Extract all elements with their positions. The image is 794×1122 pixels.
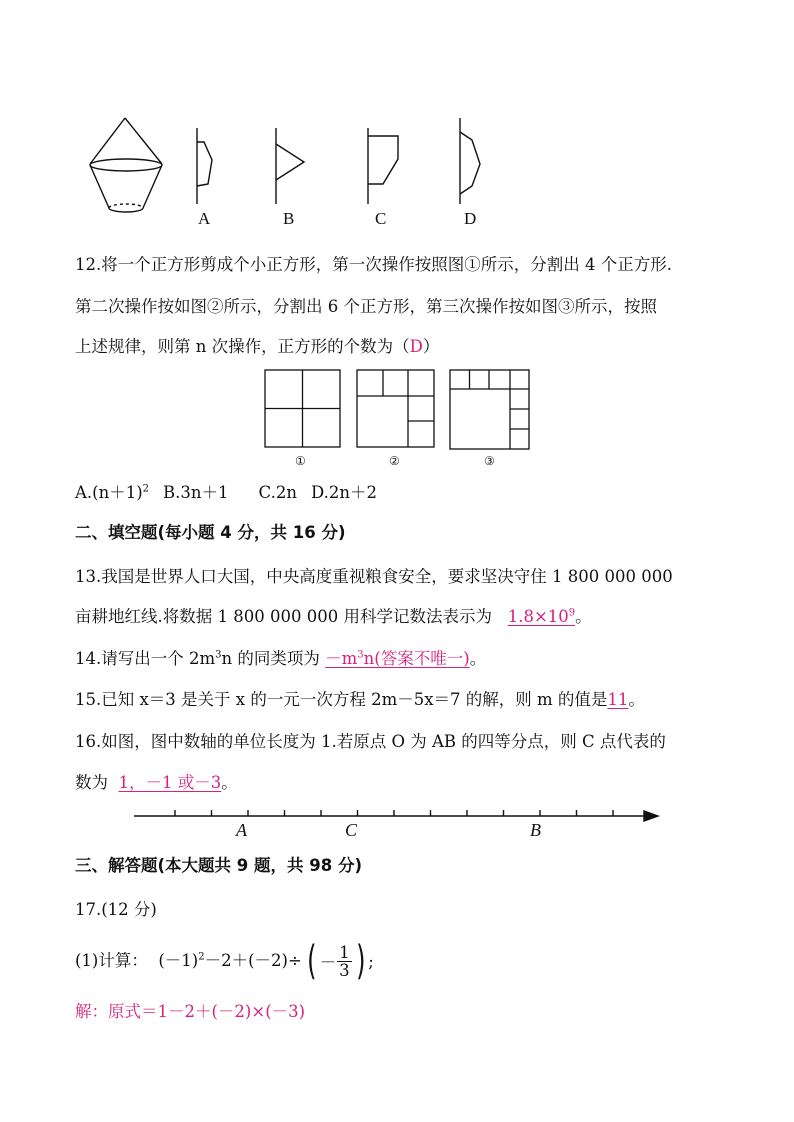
q14-line [75, 648, 486, 670]
section3-title: 三、解答题(本大题共 9 题，共 98 分) [75, 856, 363, 875]
axis-label-a: A [236, 820, 247, 840]
q11-figure [80, 112, 510, 232]
figure-2-squares [357, 370, 434, 447]
q13-answer-exponent: 9 [568, 607, 576, 619]
q14-answer-a: －m [325, 649, 358, 668]
option-c-view [368, 128, 398, 204]
q12-square-figures [262, 368, 534, 452]
choice-a [75, 483, 149, 502]
option-a-label: A [198, 209, 211, 228]
choice-c: C.2n [258, 483, 297, 502]
q16-line1: 16.如图，图中数轴的单位长度为 1.若原点 O 为 AB 的四等分点，则 C 点代表的 [75, 732, 666, 751]
q16-answer: 1，－1 或－3 [118, 773, 222, 792]
q17-part1 [75, 950, 302, 972]
q15-line [75, 689, 645, 711]
axis-label-c: C [345, 820, 358, 840]
section2-title: 二、填空题(每小题 4 分，共 16 分) [75, 523, 346, 542]
option-b-label: B [283, 209, 295, 228]
expr-end: ; [368, 951, 374, 971]
q14-end: 。 [469, 649, 487, 668]
q17-header: 17.(12 分) [75, 900, 157, 919]
figure-3-label: ③ [484, 454, 495, 468]
q14-answer-b: n(答案不唯一) [363, 649, 470, 668]
q13-answer-base: 1.8×10 [507, 607, 569, 626]
q14-answer [325, 649, 470, 668]
q13-line2-text: 亩耕地红线.将数据 1 800 000 000 用科学记数法表示为 [75, 607, 492, 626]
choice-b: B.3n＋1 [163, 483, 229, 502]
axis-label-b: B [530, 820, 541, 840]
q15-end: 。 [628, 690, 645, 709]
q14-text2: n 的同类项为 [221, 649, 320, 668]
fraction-denominator: 3 [339, 960, 350, 980]
q14-answer-exponent: 3 [357, 649, 364, 661]
q13-answer [508, 607, 575, 626]
q15-answer: 11 [607, 690, 629, 709]
choice-a-base: A.(n＋1) [75, 483, 143, 502]
q17-fraction-group [304, 936, 374, 986]
q17-solution: 解：原式＝1－2＋(－2)×(－3) [75, 1002, 306, 1021]
right-paren: ) [355, 938, 366, 984]
q16-end: 。 [221, 773, 238, 792]
q12-answer: D [409, 337, 423, 356]
q13-line2-end: 。 [575, 607, 592, 626]
q14-text: 14.请写出一个 2m [75, 649, 216, 668]
q17-expr-base: (－1) [158, 951, 199, 970]
option-a-view [197, 128, 212, 204]
q15-text: 15.已知 x＝3 是关于 x 的一元一次方程 2m－5x＝7 的解，则 m 的值是 [75, 690, 608, 709]
axis-arrow [644, 811, 658, 821]
axis-ticks [175, 810, 613, 816]
figure-1-squares [265, 370, 340, 447]
fraction [337, 944, 352, 979]
option-c-label: C [375, 209, 387, 228]
q13-line1: 13.我国是世界人口大国，中央高度重视粮食安全，要求坚决守住 1 800 000 000 [75, 567, 673, 586]
option-d-label: D [464, 209, 477, 228]
q17-expr-mid: －2＋(－2)÷ [204, 951, 302, 970]
fraction-numerator: 1 [339, 942, 350, 962]
q12-line3-text: 上述规律，则第 n 次操作，正方形的个数为（ [75, 337, 410, 356]
fraction-sign: － [319, 953, 337, 972]
q12-line1: 12.将一个正方形剪成个小正方形，第一次操作按照图①所示，分割出 4 个正方形. [75, 255, 672, 274]
option-b-view [276, 128, 304, 204]
figure-2-label: ② [389, 454, 400, 468]
q12-line3-end: ） [422, 337, 440, 356]
q12-choices [75, 482, 377, 504]
choice-d: D.2n＋2 [310, 483, 377, 502]
left-paren: ( [307, 938, 317, 984]
q12-line3 [75, 336, 439, 358]
choice-a-exponent: 2 [142, 483, 150, 495]
figure-3-squares [450, 370, 529, 449]
q16-line2 [75, 772, 238, 794]
q12-line2: 第二次操作按如图②所示，分割出 6 个正方形，第三次操作按如图③所示，按照 [75, 297, 657, 316]
q17-expr-exponent: 2 [198, 951, 205, 963]
q16-text: 数为 [75, 773, 108, 792]
q13-line2 [75, 606, 592, 628]
q14-exponent: 3 [215, 649, 222, 661]
solid-cone-frustum [90, 118, 162, 212]
option-d-view [460, 118, 480, 204]
figure-1-label: ① [295, 454, 306, 468]
number-line [130, 805, 670, 829]
q17-part1-label: (1)计算： [75, 951, 148, 970]
